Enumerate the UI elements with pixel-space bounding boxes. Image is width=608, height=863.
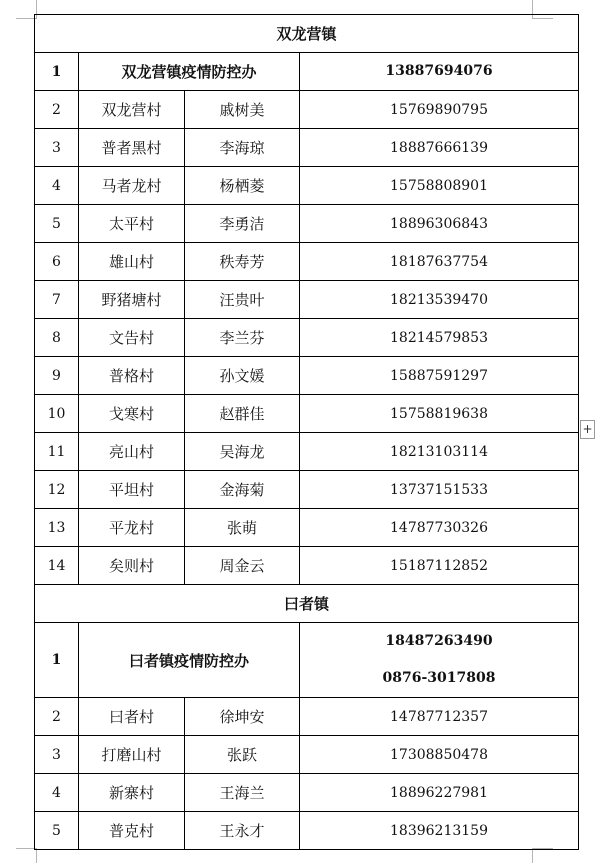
row-number: 5	[35, 205, 79, 243]
page-corner-mark-bottom-left	[16, 848, 37, 863]
office-name: 曰者镇疫情防控办	[79, 623, 300, 698]
table-row	[35, 205, 579, 243]
contact-person: 张跃	[185, 736, 300, 774]
village-name: 新寨村	[79, 774, 185, 812]
row-number: 1	[35, 623, 79, 698]
office-phone-cell	[300, 53, 579, 91]
phone-number: 14787712357	[300, 698, 579, 736]
table-row	[35, 698, 579, 736]
contact-person: 张萌	[185, 509, 300, 547]
office-phone: 0876-3017808	[382, 670, 496, 686]
section-title: 曰者镇	[35, 585, 579, 623]
table-row	[35, 129, 579, 167]
row-number: 7	[35, 281, 79, 319]
office-row	[35, 53, 579, 91]
phone-number: 18887666139	[300, 129, 579, 167]
contact-person: 杨栖菱	[185, 167, 300, 205]
contact-person: 李勇洁	[185, 205, 300, 243]
phone-number: 15758808901	[300, 167, 579, 205]
table-row	[35, 471, 579, 509]
village-name: 野猪塘村	[79, 281, 185, 319]
phone-number: 18213103114	[300, 433, 579, 471]
row-number: 11	[35, 433, 79, 471]
section-title: 双龙营镇	[35, 15, 579, 53]
office-phone: 13887694076	[385, 63, 493, 79]
village-name: 太平村	[79, 205, 185, 243]
contact-person: 王永才	[185, 812, 300, 850]
phone-number: 18213539470	[300, 281, 579, 319]
village-name: 文告村	[79, 319, 185, 357]
village-name: 普者黑村	[79, 129, 185, 167]
village-name: 曰者村	[79, 698, 185, 736]
table-row	[35, 319, 579, 357]
table-row	[35, 91, 579, 129]
village-name: 普克村	[79, 812, 185, 850]
table-row	[35, 812, 579, 850]
contact-person: 秩寿芳	[185, 243, 300, 281]
office-name: 双龙营镇疫情防控办	[79, 53, 300, 91]
row-number: 3	[35, 129, 79, 167]
table-row	[35, 547, 579, 585]
row-number: 8	[35, 319, 79, 357]
phone-number: 18896306843	[300, 205, 579, 243]
contact-person: 金海菊	[185, 471, 300, 509]
row-number: 10	[35, 395, 79, 433]
page-corner-mark-bottom-right	[532, 848, 553, 863]
table-row	[35, 281, 579, 319]
table-row	[35, 736, 579, 774]
contact-person: 吴海龙	[185, 433, 300, 471]
office-row	[35, 623, 579, 698]
office-phone-cell	[300, 623, 579, 698]
phone-number: 18896227981	[300, 774, 579, 812]
contact-person: 徐坤安	[185, 698, 300, 736]
village-name: 普格村	[79, 357, 185, 395]
row-number: 12	[35, 471, 79, 509]
phone-number: 15769890795	[300, 91, 579, 129]
row-number: 4	[35, 167, 79, 205]
contact-person: 李海琼	[185, 129, 300, 167]
contact-person: 王海兰	[185, 774, 300, 812]
table-row	[35, 509, 579, 547]
office-phone: 18487263490	[385, 633, 493, 649]
contact-person: 孙文媛	[185, 357, 300, 395]
village-name: 矣则村	[79, 547, 185, 585]
row-number: 9	[35, 357, 79, 395]
row-number: 13	[35, 509, 79, 547]
phone-number: 18187637754	[300, 243, 579, 281]
contact-table	[34, 14, 579, 850]
contact-person: 戚树美	[185, 91, 300, 129]
contact-person: 李兰芬	[185, 319, 300, 357]
table-row	[35, 433, 579, 471]
phone-number: 15758819638	[300, 395, 579, 433]
phone-number: 18214579853	[300, 319, 579, 357]
section-header-row	[35, 585, 579, 623]
village-name: 平龙村	[79, 509, 185, 547]
village-name: 马者龙村	[79, 167, 185, 205]
row-number: 3	[35, 736, 79, 774]
phone-number: 17308850478	[300, 736, 579, 774]
village-name: 打磨山村	[79, 736, 185, 774]
row-number: 2	[35, 91, 79, 129]
phone-number: 13737151533	[300, 471, 579, 509]
contact-person: 周金云	[185, 547, 300, 585]
table-row	[35, 395, 579, 433]
row-number: 4	[35, 774, 79, 812]
village-name: 雄山村	[79, 243, 185, 281]
table-row	[35, 243, 579, 281]
village-name: 戈寒村	[79, 395, 185, 433]
table-row	[35, 774, 579, 812]
contact-person: 汪贵叶	[185, 281, 300, 319]
table-row	[35, 357, 579, 395]
add-row-icon[interactable]: +	[580, 420, 595, 439]
village-name: 双龙营村	[79, 91, 185, 129]
phone-number: 15187112852	[300, 547, 579, 585]
row-number: 2	[35, 698, 79, 736]
phone-number: 15887591297	[300, 357, 579, 395]
row-number: 1	[35, 53, 79, 91]
section-header-row	[35, 15, 579, 53]
contact-person: 赵群佳	[185, 395, 300, 433]
village-name: 平坦村	[79, 471, 185, 509]
row-number: 14	[35, 547, 79, 585]
village-name: 亮山村	[79, 433, 185, 471]
phone-number: 18396213159	[300, 812, 579, 850]
phone-number: 14787730326	[300, 509, 579, 547]
table-row	[35, 167, 579, 205]
row-number: 5	[35, 812, 79, 850]
row-number: 6	[35, 243, 79, 281]
